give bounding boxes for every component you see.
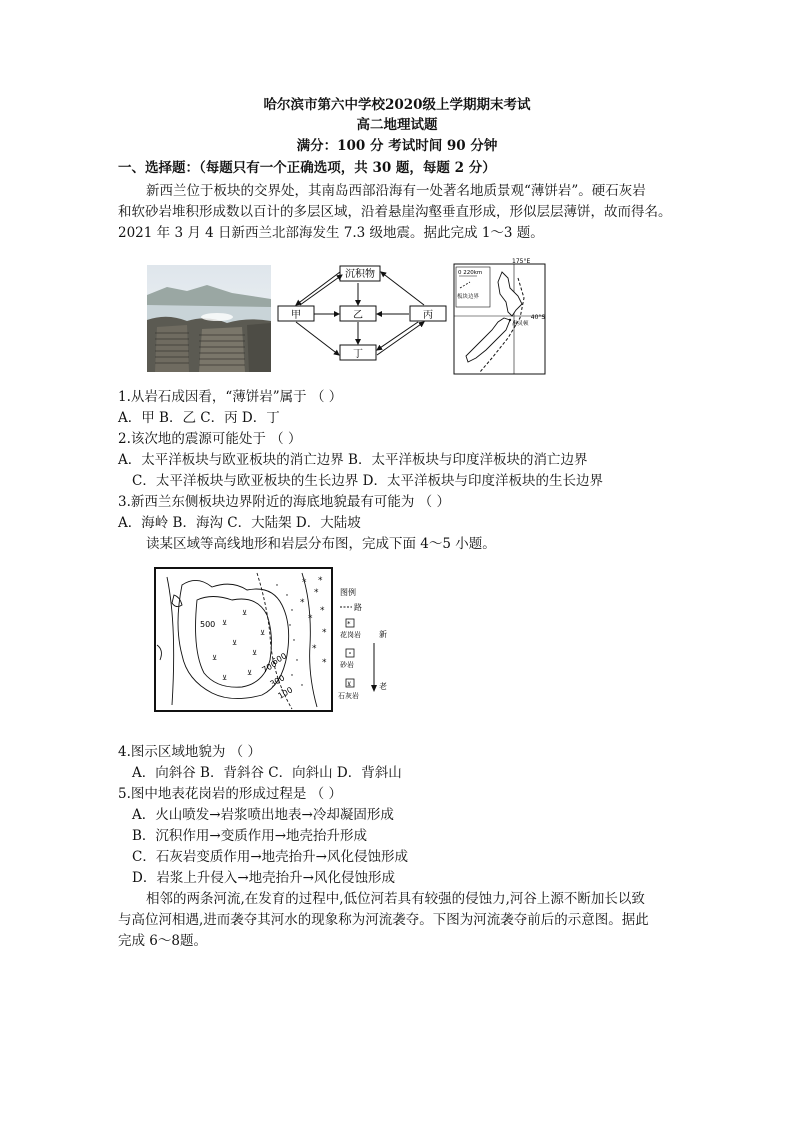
section3-intro-line-2: 与高位河相遇,进而袭夺其河水的现象称为河流袭夺。下图为河流袭夺前后的示意图。据此 — [118, 912, 649, 928]
pancake-rocks-photo — [147, 265, 271, 372]
svg-text:⊻: ⊻ — [247, 669, 253, 677]
scale-label: 0 220km — [458, 270, 483, 276]
q5-option-c: C．石灰岩变质作用→地壳抬升→风化侵蚀形成 — [132, 849, 408, 865]
svg-text:*: * — [314, 588, 319, 598]
svg-text:*: * — [318, 576, 323, 586]
longitude-label: 175°E — [512, 258, 531, 265]
svg-text:*: * — [300, 598, 305, 608]
contour-label-600: 600 — [270, 651, 289, 667]
boundary-legend: 板块边界 — [457, 294, 480, 300]
q1-stem: 1.从岩石成因看，“薄饼岩”属于 （ ） — [118, 389, 343, 405]
age-new-label: 新 — [379, 630, 387, 639]
latitude-label: 40°S — [530, 314, 546, 321]
q4-stem: 4.图示区域地貌为 （ ） — [118, 744, 261, 760]
q2-stem: 2.该次地的震源可能处于 （ ） — [118, 431, 302, 447]
contour-label-700: 700 — [260, 659, 279, 675]
contour-label-300: 300 — [268, 673, 287, 689]
place-label: 惠灵顿 — [512, 321, 529, 327]
q3-stem: 3.新西兰东侧板块边界附近的海底地貌最有可能为 （ ） — [118, 494, 450, 510]
q3-options: A．海岭 B．海沟 C．大陆架 D．大陆坡 — [118, 515, 361, 531]
exam-title: 哈尔滨市第六中学校2020级上学期期末考试 — [263, 97, 531, 113]
score-info: 满分：100 分 考试时间 90 分钟 — [296, 138, 498, 154]
svg-text:⊻: ⊻ — [242, 609, 248, 617]
svg-text:*: * — [308, 614, 313, 624]
section2-intro: 读某区域等高线地形和岩层分布图，完成下面 4～5 小题。 — [146, 536, 496, 552]
legend-granite: 花岗岩 — [340, 631, 361, 639]
contour-label-500: 500 — [200, 620, 216, 629]
contour-label-100: 100 — [276, 685, 295, 701]
svg-text:⊻: ⊻ — [232, 639, 238, 647]
svg-text:⊻: ⊻ — [222, 674, 228, 682]
node-yi: 乙 — [353, 310, 363, 321]
exam-subtitle: 高二地理试题 — [356, 117, 438, 133]
svg-text:*: * — [312, 644, 317, 654]
rock-cycle-diagram — [272, 262, 452, 376]
q1-options: A．甲 B．乙 C．丙 D．丁 — [118, 410, 280, 426]
q2-options-line-1: A．太平洋板块与欧亚板块的消亡边界 B．太平洋板块与印度洋板块的消亡边界 — [118, 452, 588, 468]
age-old-label: 老 — [379, 682, 387, 691]
node-jia: 甲 — [291, 310, 301, 321]
q5-option-a: A．火山喷发→岩浆喷出地表→冷却凝固形成 — [132, 807, 394, 823]
node-bing: 丙 — [423, 310, 433, 321]
new-zealand-map — [452, 258, 547, 376]
svg-text:⊻: ⊻ — [260, 629, 266, 637]
legend-limestone: 石灰岩 — [338, 692, 359, 700]
svg-text:⊻: ⊻ — [347, 681, 352, 688]
svg-text:*: * — [322, 628, 327, 638]
legend-road: 路 — [354, 603, 362, 612]
node-sediment: 沉积物 — [345, 269, 375, 280]
svg-text:⊻: ⊻ — [212, 654, 218, 662]
section3-intro-line-3: 完成 6～8题。 — [118, 933, 207, 949]
svg-text:*: * — [320, 606, 325, 616]
intro-line-1: 新西兰位于板块的交界处，其南岛西部沿海有一处著名地质景观“薄饼岩”。硬石灰岩 — [146, 183, 646, 199]
intro-line-2: 和软砂岩堆积形成数以百计的多层区域，沿着悬崖沟壑垂直形成，形似层层薄饼，故而得名。 — [118, 204, 672, 220]
svg-text:⊻: ⊻ — [252, 649, 258, 657]
legend-sandstone: 砂岩 — [340, 661, 354, 669]
q4-options: A．向斜谷 B．背斜谷 C．向斜山 D．背斜山 — [132, 765, 402, 781]
intro-line-3: 2021 年 3 月 4 日新西兰北部海发生 7.3 级地震。据此完成 1～3 题。 — [118, 225, 544, 241]
contour-map — [152, 565, 392, 715]
svg-text:*: * — [347, 620, 351, 628]
svg-text:*: * — [302, 578, 307, 588]
svg-text:⊻: ⊻ — [222, 619, 228, 627]
q5-option-d: D．岩浆上升侵入→地壳抬升→风化侵蚀形成 — [132, 870, 395, 886]
node-ding: 丁 — [353, 349, 363, 360]
q5-stem: 5.图中地表花岗岩的形成过程是 （ ） — [118, 786, 342, 802]
section3-intro-line-1: 相邻的两条河流,在发育的过程中,低位河若具有较强的侵蚀力,河谷上源不断加长以致 — [146, 891, 645, 907]
q2-options-line-2: C．太平洋板块与欧亚板块的生长边界 D．太平洋板块与印度洋板块的生长边界 — [132, 473, 603, 489]
q5-option-b: B．沉积作用→变质作用→地壳抬升形成 — [132, 828, 368, 844]
section-heading: 一、选择题：（每题只有一个正确选项，共 30 题，每题 2 分） — [118, 160, 496, 176]
svg-text:*: * — [322, 658, 327, 668]
legend-title: 图例 — [340, 588, 356, 597]
